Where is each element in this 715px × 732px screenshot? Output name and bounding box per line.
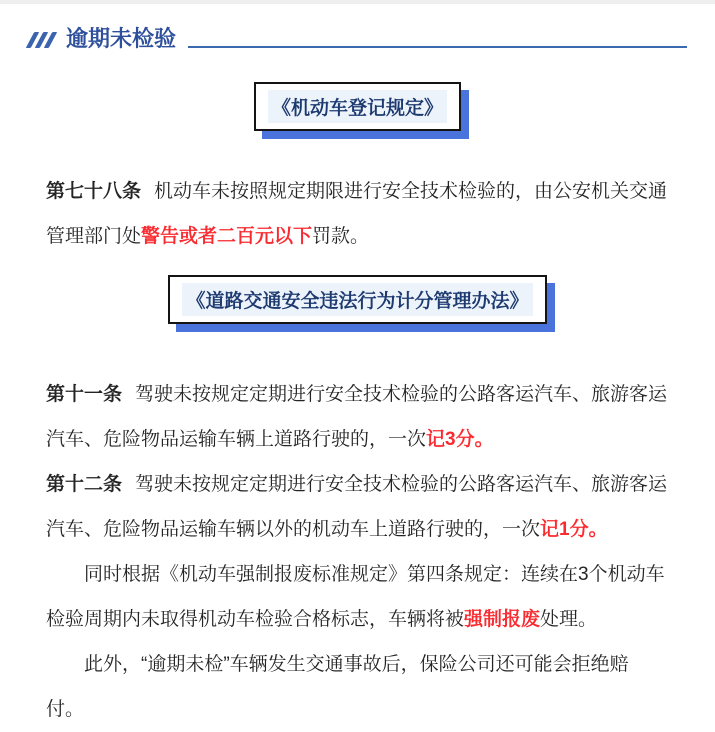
penalty-highlight: 警告或者二百元以下 xyxy=(141,226,313,247)
article-number: 第七十八条 xyxy=(46,181,142,202)
body-text: 罚款。 xyxy=(312,226,370,247)
penalty-highlight: 强制报废 xyxy=(464,609,541,630)
articles-block xyxy=(46,372,687,732)
body-text: 此外，“逾期未检”车辆发生交通事故后，保险公司还可能会拒绝赔 xyxy=(84,654,629,675)
section-header xyxy=(30,22,687,52)
body-text: 机动车未按照规定期限进行安全技术检验的，由公安机关交通 xyxy=(154,181,668,202)
body-text: 驾驶未按规定定期进行安全技术检验的公路客运汽车、旅游客运 xyxy=(135,384,668,405)
badge-row-registration xyxy=(0,82,715,131)
body-text: 汽车、危险物品运输车辆以外的机动车上道路行驶的，一次 xyxy=(46,519,541,540)
article-11-paragraph xyxy=(46,372,687,462)
insurance-note-paragraph xyxy=(46,642,687,732)
scrap-rule-paragraph xyxy=(46,552,687,642)
body-text: 驾驶未按规定定期进行安全技术检验的公路客运汽车、旅游客运 xyxy=(135,474,668,495)
body-text: 同时根据《机动车强制报废标准规定》第四条规定：连续在3个机动车 xyxy=(84,564,665,585)
article-number: 第十二条 xyxy=(46,474,123,495)
law-badge-registration-label: 《机动车登记规定》 xyxy=(268,90,447,123)
body-text: 处理。 xyxy=(540,609,598,630)
header-divider-line xyxy=(188,46,687,48)
body-text: 管理部门处 xyxy=(46,226,142,247)
body-text: 检验周期内未取得机动车检验合格标志，车辆将被 xyxy=(46,609,465,630)
law-badge-scoring xyxy=(168,275,546,324)
badge-row-scoring xyxy=(0,275,715,324)
penalty-highlight: 记1分。 xyxy=(540,519,608,540)
article-number: 第十一条 xyxy=(46,384,123,405)
penalty-highlight: 记3分。 xyxy=(426,429,494,450)
body-text: 汽车、危险物品运输车辆上道路行驶的，一次 xyxy=(46,429,427,450)
body-text: 付。 xyxy=(46,699,85,720)
article-78-block xyxy=(46,169,687,259)
law-badge-registration xyxy=(254,82,461,131)
article-12-paragraph xyxy=(46,462,687,552)
top-edge-strip xyxy=(0,0,715,4)
article-78-paragraph xyxy=(46,169,687,259)
law-badge-scoring-label: 《道路交通安全违法行为计分管理办法》 xyxy=(182,283,532,316)
triple-slash-icon xyxy=(30,32,57,48)
section-title: 逾期未检验 xyxy=(66,25,177,51)
